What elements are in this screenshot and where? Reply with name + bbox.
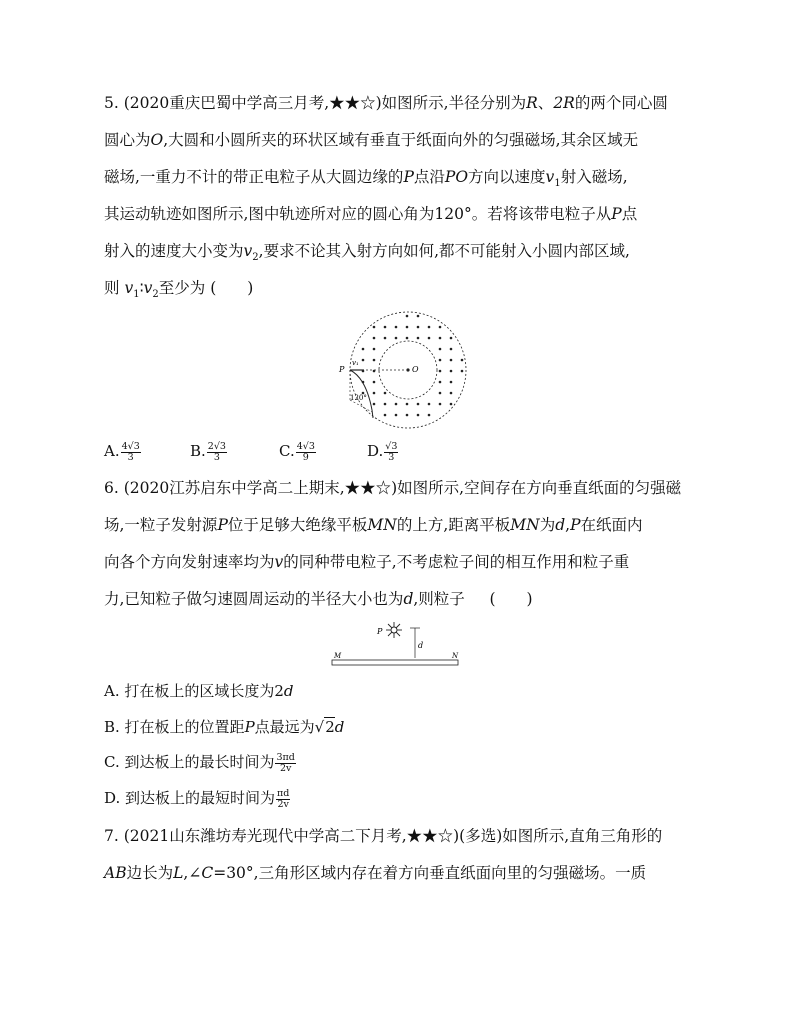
choice-c[interactable]: C. $\frac{4√3}{9}$ bbox=[279, 440, 315, 463]
field-dot bbox=[439, 348, 442, 351]
label-d: d bbox=[418, 641, 424, 650]
q7-line-2: AB边长为L,∠C=30°,三角形区域内存在着方向垂直纸面向里的匀强磁场。一质 bbox=[104, 864, 647, 882]
choice-d[interactable]: D. $\frac{√3}{3}$ bbox=[367, 440, 398, 463]
field-dot bbox=[450, 359, 453, 362]
q6-line-2: 场,一粒子发射源P位于足够大绝缘平板MN的上方,距离平板MN为d,P在纸面内 bbox=[104, 516, 643, 534]
field-dot bbox=[450, 370, 453, 373]
field-dot bbox=[395, 326, 398, 329]
field-dot bbox=[362, 359, 365, 362]
field-dot bbox=[373, 359, 376, 362]
field-dot bbox=[417, 326, 420, 329]
field-dot bbox=[384, 414, 387, 417]
field-dot bbox=[439, 359, 442, 362]
field-dot bbox=[395, 403, 398, 406]
field-dot bbox=[362, 348, 365, 351]
field-dot bbox=[450, 403, 453, 406]
field-dot bbox=[373, 326, 376, 329]
label-v1: v₁ bbox=[352, 359, 359, 367]
q6-line-3: 向各个方向发射速率均为v的同种带电粒子,不考虑粒子间的相互作用和粒子重 bbox=[104, 553, 630, 571]
q5-figure bbox=[330, 308, 480, 436]
option-a[interactable]: A. 打在板上的区域长度为2d bbox=[104, 682, 294, 700]
field-dot bbox=[384, 403, 387, 406]
field-dot bbox=[461, 370, 464, 373]
field-dot bbox=[406, 403, 409, 406]
field-dot bbox=[428, 414, 431, 417]
field-dot bbox=[417, 337, 420, 340]
label-p-source: P bbox=[377, 627, 383, 636]
field-dot bbox=[406, 315, 409, 318]
field-dot bbox=[428, 403, 431, 406]
field-dot bbox=[406, 414, 409, 417]
field-dot bbox=[428, 326, 431, 329]
q5-line-3: 磁场,一重力不计的带正电粒子从大圆边缘的P点沿PO方向以速度$v_1$射入磁场, bbox=[104, 168, 628, 190]
field-dot bbox=[373, 403, 376, 406]
emitter-icon bbox=[386, 622, 402, 638]
field-dot bbox=[450, 337, 453, 340]
field-dot bbox=[439, 337, 442, 340]
q5-line-6: 则 $v_1∶v_2$至少为 ( ) bbox=[104, 279, 254, 301]
field-dot bbox=[373, 381, 376, 384]
field-dot bbox=[406, 326, 409, 329]
field-dot bbox=[439, 403, 442, 406]
field-dot bbox=[395, 337, 398, 340]
q6-line-1: 6. (2020江苏启东中学高二上期末,★★☆)如图所示,空间存在方向垂直纸面的匀强磁 bbox=[104, 479, 682, 497]
field-dot bbox=[450, 392, 453, 395]
insulating-plate bbox=[332, 660, 458, 665]
option-b[interactable]: B. 打在板上的位置距P点最远为√2d bbox=[104, 718, 345, 736]
field-dot bbox=[439, 370, 442, 373]
field-dot bbox=[417, 414, 420, 417]
field-dot bbox=[439, 392, 442, 395]
field-dot bbox=[450, 381, 453, 384]
field-dot bbox=[384, 326, 387, 329]
q6-figure bbox=[330, 618, 460, 670]
choice-a[interactable]: A. $\frac{4√3}{3}$ bbox=[104, 440, 140, 463]
option-c[interactable]: C. 到达板上的最长时间为 $\frac{3\pi d}{2v}$ bbox=[104, 751, 295, 774]
label-p: P bbox=[339, 365, 345, 374]
field-dot bbox=[384, 392, 387, 395]
field-dot bbox=[395, 414, 398, 417]
q5-line-4: 其运动轨迹如图所示,图中轨迹所对应的圆心角为120°。若将该带电粒子从P点 bbox=[104, 205, 638, 223]
field-dot bbox=[373, 348, 376, 351]
field-dot bbox=[428, 337, 431, 340]
field-dot bbox=[373, 392, 376, 395]
q6-line-4: 力,已知粒子做匀速圆周运动的半径大小也为d,则粒子 ( ) bbox=[104, 590, 533, 608]
field-dot bbox=[461, 359, 464, 362]
label-m: M bbox=[334, 652, 342, 660]
field-dot bbox=[439, 326, 442, 329]
field-dot bbox=[417, 315, 420, 318]
field-dot bbox=[439, 381, 442, 384]
q7-line-1: 7. (2021山东潍坊寿光现代中学高二下月考,★★☆)(多选)如图所示,直角三角形的 bbox=[104, 827, 663, 845]
center-o bbox=[406, 368, 409, 371]
label-n: N bbox=[452, 652, 459, 660]
field-dot bbox=[450, 348, 453, 351]
field-dot bbox=[417, 403, 420, 406]
label-o: O bbox=[412, 365, 419, 374]
choice-b[interactable]: B. $\frac{2√3}{3}$ bbox=[190, 440, 226, 463]
q5-line-1: 5. (2020重庆巴蜀中学高三月考,★★☆)如图所示,半径分别为R、2R的两个同心圆 bbox=[104, 94, 668, 112]
field-dot bbox=[373, 337, 376, 340]
q5-line-2: 圆心为O,大圆和小圆所夹的环状区域有垂直于纸面向外的匀强磁场,其余区域无 bbox=[104, 131, 639, 149]
field-dot bbox=[384, 337, 387, 340]
label-angle: 120° bbox=[350, 394, 367, 402]
option-d[interactable]: D. 到达板上的最短时间为 $\frac{\pi d}{2v}$ bbox=[104, 787, 290, 810]
field-dot bbox=[406, 337, 409, 340]
q5-line-5: 射入的速度大小变为$v_2$,要求不论其入射方向如何,都不可能射入小圆内部区域, bbox=[104, 242, 630, 264]
